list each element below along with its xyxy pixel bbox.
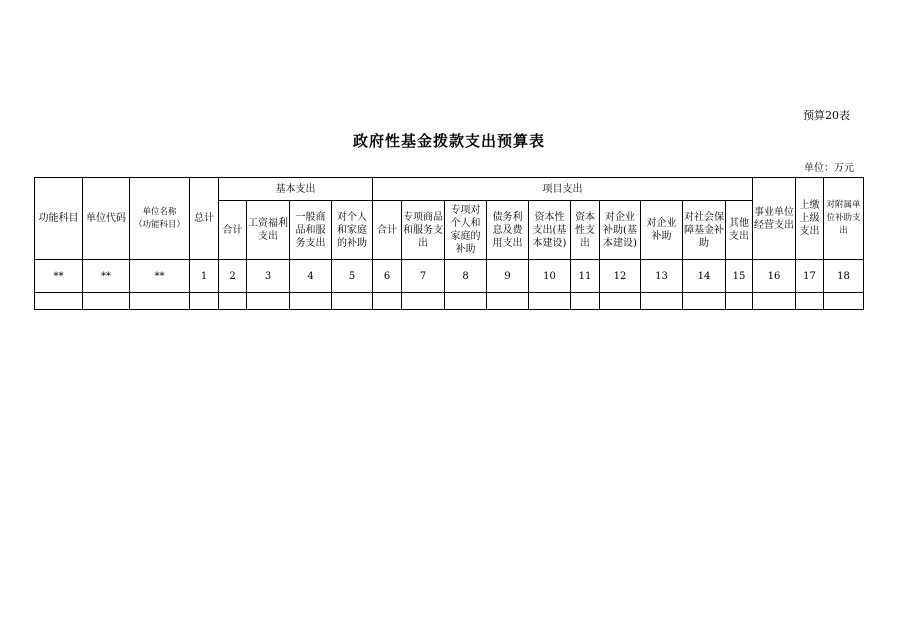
header-basic-col: 合计 [219, 201, 247, 260]
empty-cell [130, 293, 190, 310]
num-cell: 2 [219, 260, 247, 293]
header-project-col: 合计 [373, 201, 402, 260]
column-number-row [35, 260, 864, 293]
num-cell: 18 [824, 260, 864, 293]
header-group-project: 项目支出 [373, 178, 753, 201]
num-cell: 15 [726, 260, 753, 293]
empty-cell [247, 293, 290, 310]
header-unit-name [130, 178, 190, 260]
num-cell: ** [83, 260, 130, 293]
empty-cell [402, 293, 445, 310]
num-cell: 6 [373, 260, 402, 293]
empty-data-row [35, 293, 864, 310]
header-unit-name-main: 单位名称 [142, 206, 177, 217]
empty-cell [290, 293, 332, 310]
num-cell: 8 [445, 260, 487, 293]
empty-cell [190, 293, 219, 310]
num-cell: 14 [683, 260, 726, 293]
num-cell: 5 [332, 260, 373, 293]
empty-cell [487, 293, 529, 310]
num-cell: 11 [571, 260, 600, 293]
empty-cell [726, 293, 753, 310]
num-cell: 17 [796, 260, 824, 293]
empty-cell [600, 293, 641, 310]
num-cell: ** [130, 260, 190, 293]
header-project-col: 资本性支出 [571, 201, 600, 260]
header-basic-col: 工资福利支出 [247, 201, 290, 260]
unit-label: 单位：万元 [804, 163, 854, 174]
header-project-col: 对社会保障基金补助 [683, 201, 726, 260]
header-tail-3: 对附属单位补助支出 [824, 178, 864, 260]
num-cell: 7 [402, 260, 445, 293]
header-unit-name-sub: （功能科目） [133, 219, 185, 230]
num-cell: 9 [487, 260, 529, 293]
header-total: 总计 [190, 178, 219, 260]
header-project-col: 资本性支出(基本建设) [529, 201, 571, 260]
header-basic-col: 对个人和家庭的补助 [332, 201, 373, 260]
empty-cell [529, 293, 571, 310]
empty-cell [683, 293, 726, 310]
header-group-basic: 基本支出 [219, 178, 373, 201]
empty-cell [571, 293, 600, 310]
empty-cell [83, 293, 130, 310]
empty-cell [445, 293, 487, 310]
form-number: 预算20表 [803, 109, 850, 122]
num-cell: 3 [247, 260, 290, 293]
header-project-col: 债务利息及费用支出 [487, 201, 529, 260]
num-cell: 16 [753, 260, 796, 293]
empty-cell [641, 293, 683, 310]
header-project-col: 专项对个人和家庭的补助 [445, 201, 487, 260]
empty-cell [332, 293, 373, 310]
empty-cell [35, 293, 83, 310]
header-tail-1: 事业单位经营支出 [753, 178, 796, 260]
num-cell: 4 [290, 260, 332, 293]
budget-table [34, 177, 864, 310]
header-unit-code: 单位代码 [83, 178, 130, 260]
header-project-col: 专项商品和服务支出 [402, 201, 445, 260]
empty-cell [219, 293, 247, 310]
header-project-col: 其他支出 [726, 201, 753, 260]
empty-cell [373, 293, 402, 310]
num-cell: 1 [190, 260, 219, 293]
empty-cell [753, 293, 796, 310]
header-project-col: 对企业补助(基本建设) [600, 201, 641, 260]
header-basic-col: 一般商品和服务支出 [290, 201, 332, 260]
num-cell: 13 [641, 260, 683, 293]
page-title: 政府性基金拨款支出预算表 [352, 132, 545, 150]
header-tail-2: 上缴上级支出 [796, 178, 824, 260]
num-cell: ** [35, 260, 83, 293]
header-function-subject: 功能科目 [35, 178, 83, 260]
num-cell: 12 [600, 260, 641, 293]
empty-cell [796, 293, 824, 310]
num-cell: 10 [529, 260, 571, 293]
empty-cell [824, 293, 864, 310]
header-project-col: 对企业补助 [641, 201, 683, 260]
